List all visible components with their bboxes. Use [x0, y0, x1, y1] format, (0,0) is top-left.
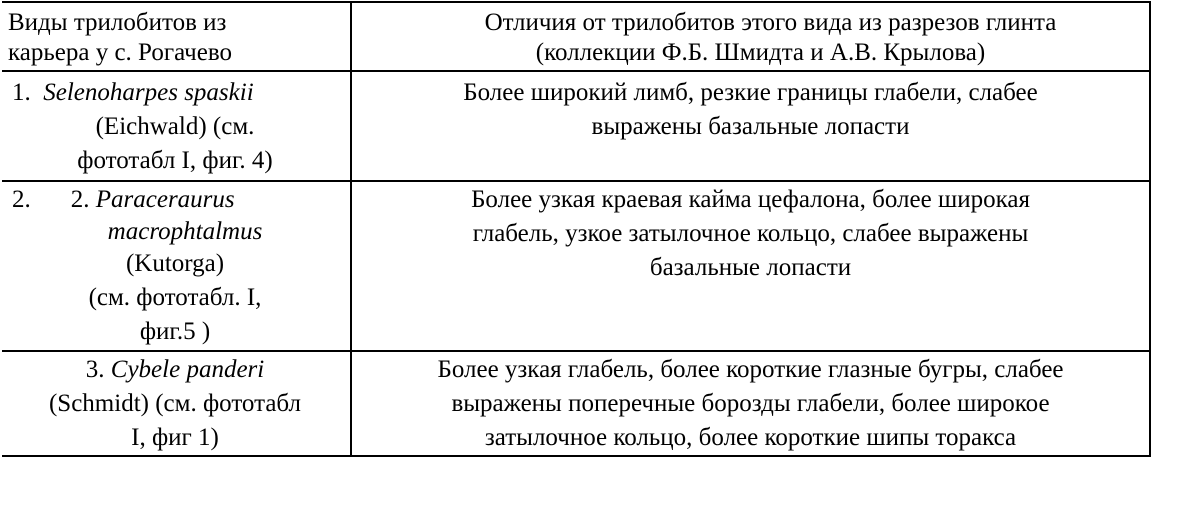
header-differences-line1: Отличия от трилобитов этого вида из разрезов глинта — [484, 9, 1057, 36]
differences-line: глабель, узкое затылочное кольцо, слабее выражены — [472, 220, 1029, 247]
differences-line: затылочное кольцо, более короткие шипы торакса — [484, 424, 1017, 451]
species-cell — [2, 75, 348, 179]
species-author: (Schmidt) (см. фототабл — [48, 390, 301, 417]
differences-line: выражены поперечные борозды глабели, более широкое — [451, 390, 1050, 417]
row-number: 2. — [12, 186, 31, 213]
row-number: 3. — [85, 356, 105, 383]
species-author: (Eichwald) (см. — [95, 113, 255, 140]
table-row — [2, 350, 1151, 457]
differences-line: Более узкая глабель, более короткие глазные бугры, слабее — [437, 356, 1064, 383]
row-number: 1. — [12, 79, 31, 106]
table-header-row — [2, 3, 1151, 70]
species-cell — [2, 182, 348, 350]
species-author: (Kutorga) — [125, 250, 225, 277]
species-cell — [2, 352, 348, 456]
differences-cell — [352, 182, 1149, 286]
species-name-continued: macrophtalmus — [107, 218, 263, 245]
species-name: Paraceraurus — [95, 186, 235, 213]
species-name: Cybele panderi — [110, 356, 265, 383]
differences-line: Более узкая краевая кайма цефалона, более широкая — [471, 186, 1030, 213]
header-differences-line2: (коллекции Ф.Б. Шмидта и А.В. Крылова) — [535, 39, 986, 66]
header-species-cell — [8, 5, 354, 71]
differences-line: базальные лопасти — [649, 254, 852, 281]
header-differences-cell — [352, 5, 1149, 71]
table-row — [2, 180, 1151, 350]
differences-cell — [352, 75, 1149, 145]
species-name: Selenoharpes spaskii — [43, 79, 254, 106]
species-reference: фототабл I, фиг. 4) — [77, 147, 273, 174]
trilobite-comparison-table — [2, 1, 1151, 457]
differences-line: Более широкий лимб, резкие границы глабели, слабее — [463, 79, 1038, 106]
differences-cell — [352, 352, 1149, 456]
row-subnumber: 2. — [70, 186, 90, 213]
header-species-line2: карьера у с. Рогачево — [8, 39, 232, 66]
species-reference: I, фиг 1) — [131, 424, 219, 451]
header-species-line1: Виды трилобитов из — [8, 9, 227, 36]
species-reference: (см. фототабл. I, — [88, 284, 262, 311]
differences-line: выражены базальные лопасти — [591, 113, 910, 140]
species-reference-continued: фиг.5 ) — [139, 318, 211, 345]
table-row — [2, 70, 1151, 180]
